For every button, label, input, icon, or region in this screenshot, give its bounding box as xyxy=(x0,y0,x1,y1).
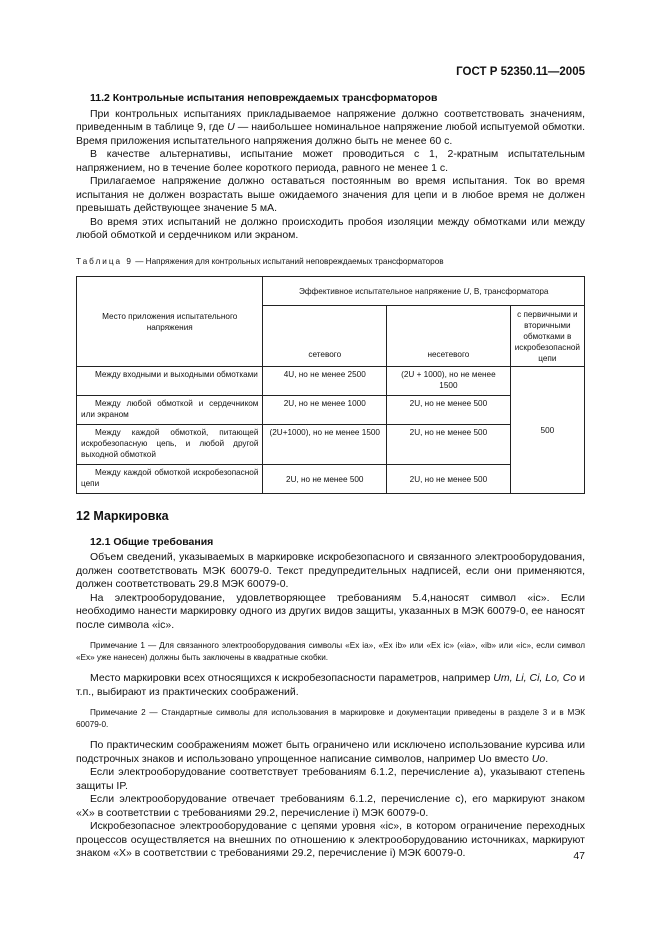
document-id: ГОСТ Р 52350.11—2005 xyxy=(456,66,585,78)
section-11-2-title: 11.2 Контрольные испытания неповреждаемых трансформаторов xyxy=(90,92,438,104)
table-cell-place: Между входными и выходными обмотками xyxy=(77,367,263,396)
table-cell-non-network: 2U, но не менее 500 xyxy=(387,425,511,465)
paragraph: На электрооборудование, удовлетворяющее требованиям 5.4,наносят символ «ic». Если необходимо нанести маркировку одного из других видов защиты, указанных в МЭК 60079-0, ее наносят после символа «ic». xyxy=(76,591,585,631)
paragraph: Искробезопасное электрооборудование с цепями уровня «ic», в котором ограничение переходных процессов осуществляется на внешних по отношению к электрооборудованию источниках, маркируют знаком «Х» в соответствии с требованиями 29.2, перечисление i) МЭК 60079-0. xyxy=(76,820,585,859)
section-12-1-title: 12.1 Общие требования xyxy=(90,535,214,548)
note: Примечание 1 — Для связанного электрооборудования символы «Ex ia», «Ex ib» или «Ex ic» («ia», «ib» или «ic», если символ «Ex» уже нанесен) должны быть заключены в квадратные скобки. xyxy=(76,641,585,662)
paragraph: По практическим соображениям может быть ограничено или исключено использование курсива или подстрочных знаков и использовано упрощенное написание символов, например Uo вместо Uo. xyxy=(76,739,585,765)
table-header-secondary: с первичными и вторичными обмотками в искробезопасной цепи xyxy=(510,306,584,367)
section-12-title: 12 Маркировка xyxy=(76,509,169,523)
paragraph: При контрольных испытаниях прикладываемое напряжение должно соответствовать значениям, приведенным в таблице 9, где U — наибольшее номинальное напряжение любой испытуемой обмотки. Время приложения испытательного напряжения должно быть не менее 60 с. xyxy=(76,107,585,147)
table-row xyxy=(77,396,585,425)
table-header-place: Место приложения испытательного напряжения xyxy=(77,277,263,367)
note: Примечание 2 — Стандартные символы для использования в маркировке и документации приведены в разделе 3 и в МЭК 60079-0. xyxy=(76,708,585,729)
table-cell-network: 4U, но не менее 2500 xyxy=(263,367,387,396)
table-row xyxy=(77,367,585,396)
paragraph: Во время этих испытаний не должно происходить пробоя изоляции между обмотками или между любой обмоткой и сердечником или экраном. xyxy=(76,215,585,241)
table-row xyxy=(77,425,585,465)
table-cell-merged-value: 500 xyxy=(510,367,584,494)
paragraph: В качестве альтернативы, испытание может проводиться с 1, 2-кратным испытательным напряжением, но в течение более короткого периода, равного не менее 1 с. xyxy=(76,148,585,174)
table-header-non-network: несетевого xyxy=(387,306,511,367)
table-cell-network: 2U, но не менее 1000 xyxy=(263,396,387,425)
paragraph: Прилагаемое напряжение должно оставаться постоянным во время испытания. Ток во время испытания не должен возрастать выше ожидаемого значения для цепи и в любое время не должен превышать действующее значение 5 мА. xyxy=(76,175,585,214)
table-cell-non-network: 2U, но не менее 500 xyxy=(387,465,511,494)
table-caption: Таблица 9 — Напряжения для контрольных испытаний неповреждаемых трансформаторов xyxy=(76,256,444,266)
table-cell-place: Между любой обмоткой и сердечником или экраном xyxy=(77,396,263,425)
paragraph: Если электрооборудование отвечает требованиям 6.1.2, перечисление с), его маркируют знаком «Х» в соответствии с требованиями 29.2, перечисление i) МЭК 60079-0. xyxy=(76,793,585,819)
page-content xyxy=(76,92,585,861)
page-number: 47 xyxy=(573,850,585,862)
table-cell-network: (2U+1000), но не менее 1500 xyxy=(263,425,387,465)
paragraph: Если электрооборудование соответствует требованиям 6.1.2, перечисление а), указывают степень защиты IP. xyxy=(76,766,585,792)
table-header-effective-voltage: Эффективное испытательное напряжение U, В, трансформатора xyxy=(263,277,585,306)
table-header-network: сетевого xyxy=(263,306,387,367)
table-cell-place: Между каждой обмоткой, питающей искробезопасную цепь, и любой другой выходной обмоткой xyxy=(77,425,263,465)
table-cell-place: Между каждой обмоткой искробезопасной цепи xyxy=(77,465,263,494)
table-cell-non-network: (2U + 1000), но не менее 1500 xyxy=(387,367,511,396)
paragraph: Объем сведений, указываемых в маркировке искробезопасного и связанного электрооборудования, должен соответствовать МЭК 60079-0. Текст предупредительных надписей, если они применяются, должен соответствовать 29.8 МЭК 60079-0. xyxy=(76,551,585,590)
table-9 xyxy=(76,276,585,494)
paragraph: Место маркировки всех относящихся к искробезопасности параметров, например Um, Li, Ci, Lo, Co и т.п., выбирают из практических соображений. xyxy=(76,672,585,698)
table-cell-network: 2U, но не менее 500 xyxy=(263,465,387,494)
table-row xyxy=(77,465,585,494)
table-cell-non-network: 2U, но не менее 500 xyxy=(387,396,511,425)
